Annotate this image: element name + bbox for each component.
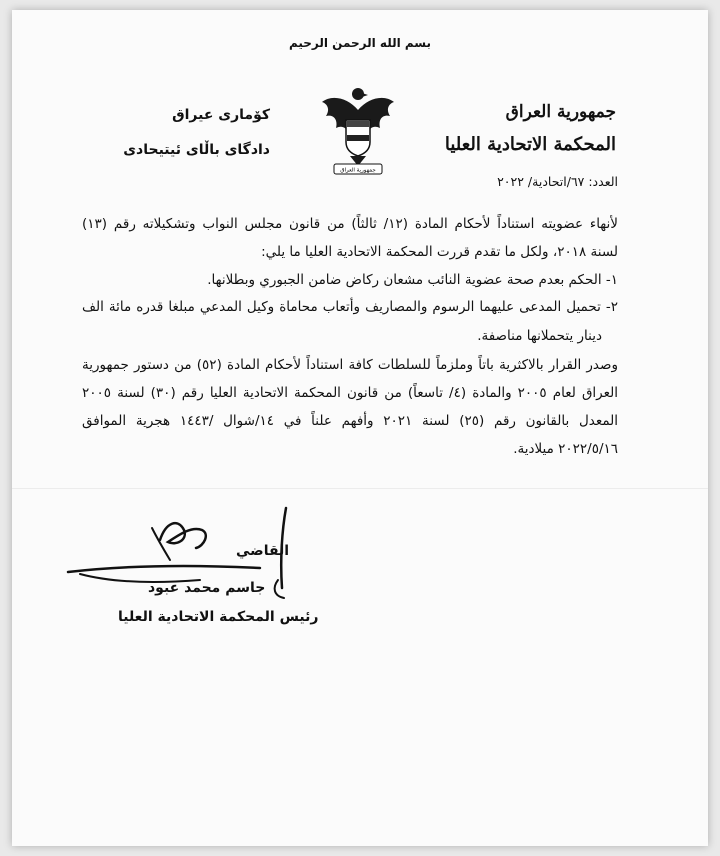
- paper-crease: [12, 488, 708, 489]
- kurdish-republic-name: كۆماری عیراق: [172, 107, 270, 123]
- kurdish-court-name: دادگای باڵای ئیتیحادی: [123, 142, 270, 158]
- decision-number: العدد: ٦٧/اتحادية/ ٢٠٢٢: [497, 174, 618, 189]
- body-line: ٢- تحميل المدعى عليهما الرسوم والمصاريف وأتعاب محاماة وكيل المدعي مبلغا قدره مائة الف: [82, 299, 618, 315]
- arabic-republic-name: جمهورية العراق: [505, 102, 616, 122]
- body-line: المعدل بالقانون رقم (٢٥) لسنة ٢٠٢١ وأفهم علناً في ١٤/شوال /١٤٤٣ هجرية الموافق: [82, 413, 619, 429]
- body-line: لسنة ٢٠١٨، ولكل ما تقدم قررت المحكمة الاتحادية العليا ما يلي:: [261, 244, 618, 260]
- body-line: ٢٠٢٢/٥/١٦ ميلادية.: [513, 441, 618, 457]
- basmala: بسم الله الرحمن الرحيم: [288, 36, 432, 50]
- arabic-court-name: المحكمة الاتحادية العليا: [444, 134, 616, 155]
- body-line: ١- الحكم بعدم صحة عضوية النائب مشعان ركاض ضامن الجبوري وبطلانها.: [207, 272, 618, 288]
- body-line: دينار يتحملانها مناصفة.: [477, 328, 602, 344]
- judge-role: رئيس المحكمة الاتحادية العليا: [118, 609, 319, 625]
- judge-title: القاضي: [236, 543, 290, 559]
- body-line: العراق لعام ٢٠٠٥ والمادة (٤/ تاسعاً) من قانون المحكمة الاتحادية العليا رقم (٣٠) لسنة ٢٠٠٥: [82, 385, 618, 401]
- judge-name: جاسم محمد عبود: [148, 580, 266, 596]
- iraq-eagle-emblem-icon: [318, 80, 398, 176]
- emblem-scroll-text: جمهورية العراق: [340, 167, 376, 174]
- body-line: وصدر القرار بالاكثرية باتاً وملزماً للسلطات كافة استناداً لأحكام المادة (٥٢) من دستور جمهورية: [82, 357, 618, 373]
- body-line: لأنهاء عضويته استناداً لأحكام المادة (١٢/ ثالثاً) من قانون مجلس النواب وتشكيلاته رقم (١٣): [82, 216, 618, 232]
